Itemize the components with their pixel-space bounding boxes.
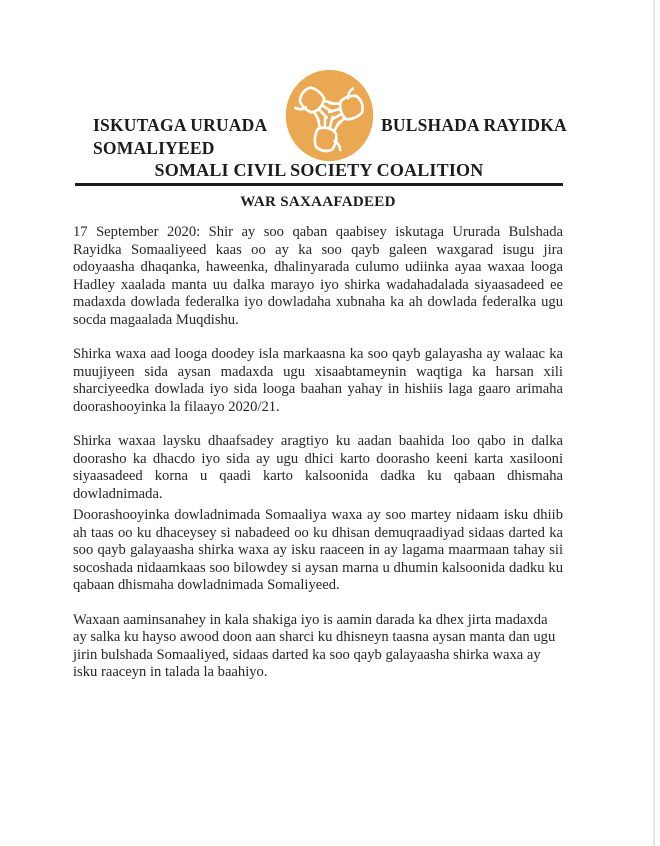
coalition-logo <box>283 67 376 164</box>
paragraph-1: 17 September 2020: Shir ay soo qaban qaabisey iskutaga Ururada Bulshada Rayidka Somaaliyeed kaas oo ay ka soo qayb galeen waxgarad isugu jira odoyaasha dhaqanka, haweenka, dhalinyarada culumo udiinka ayaa waxaa looga Hadley xaalada manta uu dalka marayo iyo shirka wadahadalada siyaasadeed ee madaxda dowlada federalka iyo dowladaha xubnaha ka ah dowlada federalka ugu socda magaalada Muqdishu. <box>73 224 563 328</box>
paragraph-3: Shirka waxaa laysku dhaafsadey aragtiyo ku aadan baahida loo qabo in dalka doorasho ka dhacdo iyo sida ay ugu dhici karto doorasho keeni karta xasilooni siyaasadeed korna u qaadi karto kalsoonida dadka ku qabaan dhismaha dowladnimada. <box>73 433 563 502</box>
three-hands-icon <box>283 67 376 164</box>
org-name-right: BULSHADA RAYIDKA <box>381 115 567 135</box>
paragraph-5: Waxaan aaminsanahey in kala shakiga iyo is aamin darada ka dhex jirta madaxda ay salka ku hayso awood doon aan sharci ku dhisneyn taasna aysan manta dan ugu jirin bulshada Somaaliyed, sidaas darted ka soo qayb galayaasha shirka waxa ay isku raaceyn in talada la baahiyo. <box>73 611 556 680</box>
paragraph-2: Shirka waxa aad looga doodey isla markaasna ka soo qayb galayasha ay walaac ka muujiyeen sida aysan madaxda ugu xisaabtameynin waqtiga ka harsan xili sharciyeedka dowlada iyo sida looga baahan yahay in hishiis laga gaaro arimaha doorashooyinka la filaayo 2020/21. <box>73 346 563 415</box>
org-name-left-line1: ISKUTAGA URUADA <box>93 115 268 135</box>
letterhead-rule <box>75 183 563 186</box>
org-name-left-line2: SOMALIYEED <box>93 138 215 158</box>
org-name-left <box>93 114 267 160</box>
page-edge-line <box>653 0 655 846</box>
press-release-body <box>73 193 563 682</box>
coalition-title: SOMALI CIVIL SOCIETY COALITION <box>154 160 484 180</box>
press-release-title: WAR SAXAAFADEED <box>240 194 396 210</box>
paragraph-4: Doorashooyinka dowladnimada Somaaliya waxa ay soo martey nidaam isku dhiib ah taas oo ku dhaceysey si nabadeed oo ku dhisan demuqraadiyad sidaas darted ka soo qayb galayaasha shirka waxa ay isku raaceen in ay lagama maarmaan tahay sii socoshada nidaamkaas soo bilowdey si aysan marna u dhumin kalsoonida dadku ku qabaan dhismaha dowladnimada Somaliyeed. <box>73 507 563 593</box>
